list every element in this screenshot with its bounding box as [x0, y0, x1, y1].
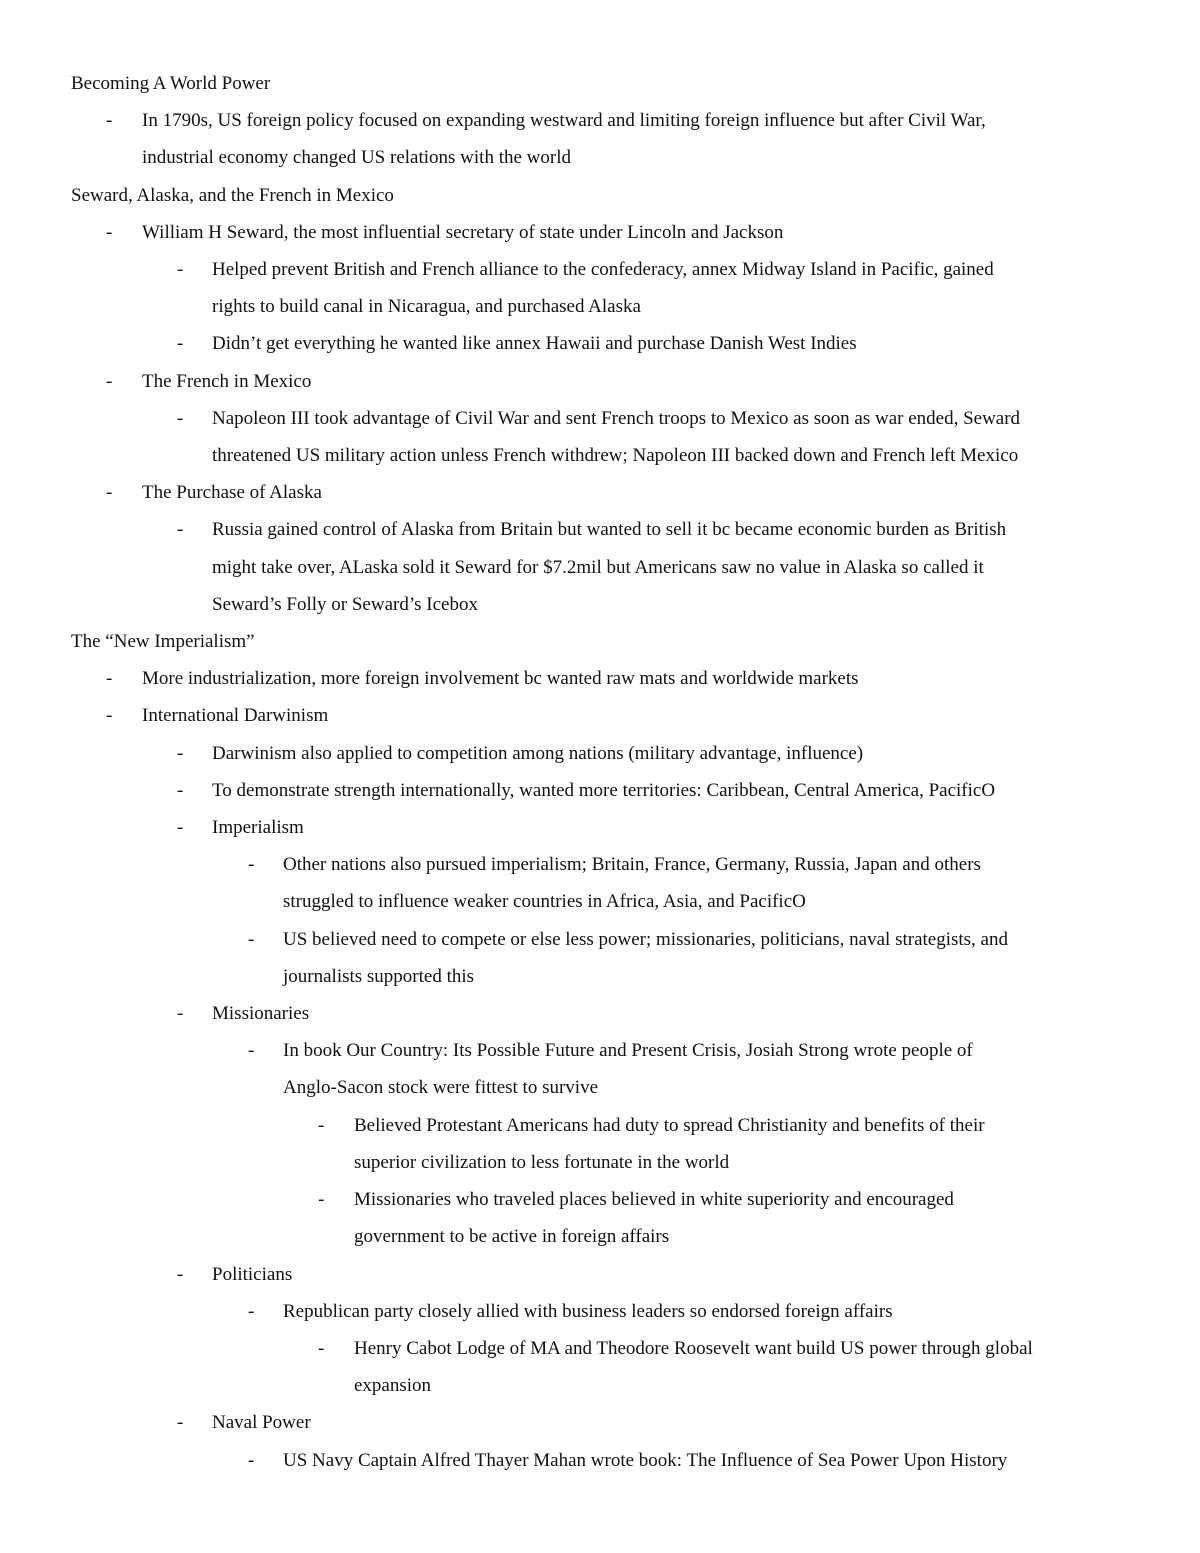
- section-heading: [71, 623, 1136, 660]
- outline-line: [71, 921, 1136, 958]
- line-text: The Purchase of Alaska: [142, 482, 322, 504]
- bullet-dash-icon: -: [318, 1114, 325, 1136]
- line-text: To demonstrate strength internationally, wanted more territories: Caribbean, Central America, PacificO: [212, 779, 996, 801]
- outline-line: [71, 846, 1136, 883]
- heading-text: Seward, Alaska, and the French in Mexico: [71, 184, 394, 206]
- line-text: US Navy Captain Alfred Thayer Mahan wrote book: The Influence of Sea Power Upon History: [283, 1449, 1008, 1471]
- bullet-dash-icon: -: [106, 221, 113, 243]
- bullet-dash-icon: -: [177, 1412, 184, 1434]
- line-text: Seward’s Folly or Seward’s Icebox: [212, 593, 478, 615]
- line-text: Missionaries who traveled places believed in white superiority and encouraged: [354, 1189, 954, 1211]
- outline-line: [71, 400, 1136, 437]
- line-text: The French in Mexico: [142, 370, 312, 392]
- line-text: Naval Power: [212, 1412, 311, 1434]
- outline-line: [71, 1442, 1136, 1479]
- line-text: threatened US military action unless French withdrew; Napoleon III backed down and French left Mexico: [212, 445, 1019, 467]
- outline-line: [71, 1256, 1136, 1293]
- bullet-dash-icon: -: [106, 482, 113, 504]
- bullet-dash-icon: -: [248, 1449, 255, 1471]
- bullet-dash-icon: -: [248, 1040, 255, 1062]
- line-text: Henry Cabot Lodge of MA and Theodore Roosevelt want build US power through global: [354, 1337, 1033, 1359]
- line-text: US believed need to compete or else less power; missionaries, politicians, naval strategists, and: [283, 928, 1008, 950]
- bullet-dash-icon: -: [106, 705, 113, 727]
- outline-line: [71, 995, 1136, 1032]
- outline-line: [71, 1330, 1136, 1367]
- line-text: might take over, ALaska sold it Seward for $7.2mil but Americans saw no value in Alaska so called it: [212, 556, 984, 578]
- heading-text: Becoming A World Power: [71, 73, 271, 94]
- line-text: journalists supported this: [283, 965, 475, 987]
- outline-line: [71, 139, 1136, 176]
- line-text: More industrialization, more foreign involvement bc wanted raw mats and worldwide markets: [142, 668, 859, 690]
- line-text: superior civilization to less fortunate in the world: [354, 1151, 730, 1173]
- outline-line: [71, 1181, 1136, 1218]
- bullet-dash-icon: -: [106, 110, 113, 132]
- outline-line: [71, 697, 1136, 734]
- bullet-dash-icon: -: [106, 370, 113, 392]
- section-heading: [71, 65, 1136, 102]
- outline-line: [71, 474, 1136, 511]
- line-text: Politicians: [212, 1263, 293, 1285]
- outline-line: [71, 883, 1136, 920]
- line-text: Believed Protestant Americans had duty to spread Christianity and benefits of their: [354, 1114, 985, 1136]
- bullet-dash-icon: -: [177, 259, 184, 281]
- outline-line: [71, 809, 1136, 846]
- outline-line: [71, 549, 1136, 586]
- outline-line: [71, 511, 1136, 548]
- outline-line: [71, 586, 1136, 623]
- line-text: rights to build canal in Nicaragua, and purchased Alaska: [212, 296, 641, 318]
- outline-line: [71, 1218, 1136, 1255]
- outline-line: [71, 1367, 1136, 1404]
- outline-line: [71, 437, 1136, 474]
- outline-line: [71, 288, 1136, 325]
- outline-line: [71, 1107, 1136, 1144]
- line-text: Missionaries: [212, 1003, 310, 1025]
- bullet-dash-icon: -: [248, 854, 255, 876]
- outline-line: [71, 214, 1136, 251]
- bullet-dash-icon: -: [106, 668, 113, 690]
- line-text: In book Our Country: Its Possible Future and Present Crisis, Josiah Strong wrote people of: [283, 1040, 973, 1062]
- bullet-dash-icon: -: [318, 1337, 325, 1359]
- outline-line: [71, 1293, 1136, 1330]
- bullet-dash-icon: -: [318, 1189, 325, 1211]
- document-body: [71, 65, 1136, 1479]
- bullet-dash-icon: -: [177, 519, 184, 541]
- outline-line: [71, 1032, 1136, 1069]
- bullet-dash-icon: -: [177, 407, 184, 429]
- line-text: Helped prevent British and French alliance to the confederacy, annex Midway Island in Pacific, gained: [212, 259, 994, 281]
- bullet-dash-icon: -: [177, 817, 184, 839]
- line-text: William H Seward, the most influential secretary of state under Lincoln and Jackson: [142, 221, 784, 243]
- section-heading: [71, 177, 1136, 214]
- outline-line: [71, 363, 1136, 400]
- outline-line: [71, 102, 1136, 139]
- bullet-dash-icon: -: [177, 742, 184, 764]
- outline-line: [71, 735, 1136, 772]
- line-text: Anglo-Sacon stock were fittest to survive: [283, 1077, 599, 1099]
- bullet-dash-icon: -: [248, 1300, 255, 1322]
- bullet-dash-icon: -: [177, 1263, 184, 1285]
- line-text: Imperialism: [212, 817, 304, 839]
- bullet-dash-icon: -: [177, 333, 184, 355]
- line-text: Napoleon III took advantage of Civil War and sent French troops to Mexico as soon as war ended, Seward: [212, 407, 1021, 429]
- line-text: In 1790s, US foreign policy focused on expanding westward and limiting foreign influence but after Civil War,: [142, 110, 986, 132]
- line-text: expansion: [354, 1375, 432, 1397]
- line-text: Republican party closely allied with business leaders so endorsed foreign affairs: [283, 1300, 893, 1322]
- outline-line: [71, 660, 1136, 697]
- outline-line: [71, 251, 1136, 288]
- line-text: struggled to influence weaker countries in Africa, Asia, and PacificO: [283, 891, 806, 913]
- bullet-dash-icon: -: [177, 1003, 184, 1025]
- outline-line: [71, 325, 1136, 362]
- line-text: Darwinism also applied to competition among nations (military advantage, influence): [212, 742, 864, 764]
- line-text: International Darwinism: [142, 705, 329, 727]
- line-text: Other nations also pursued imperialism; Britain, France, Germany, Russia, Japan and others: [283, 854, 981, 876]
- outline-line: [71, 1069, 1136, 1106]
- line-text: Didn’t get everything he wanted like annex Hawaii and purchase Danish West Indies: [212, 333, 857, 355]
- outline-line: [71, 1404, 1136, 1441]
- line-text: government to be active in foreign affairs: [354, 1226, 670, 1248]
- line-text: Russia gained control of Alaska from Britain but wanted to sell it bc became economic burden as British: [212, 519, 1007, 541]
- outline-line: [71, 772, 1136, 809]
- outline-line: [71, 958, 1136, 995]
- bullet-dash-icon: -: [177, 779, 184, 801]
- line-text: industrial economy changed US relations with the world: [142, 147, 571, 169]
- heading-text: The “New Imperialism”: [71, 631, 255, 653]
- outline-line: [71, 1144, 1136, 1181]
- bullet-dash-icon: -: [248, 928, 255, 950]
